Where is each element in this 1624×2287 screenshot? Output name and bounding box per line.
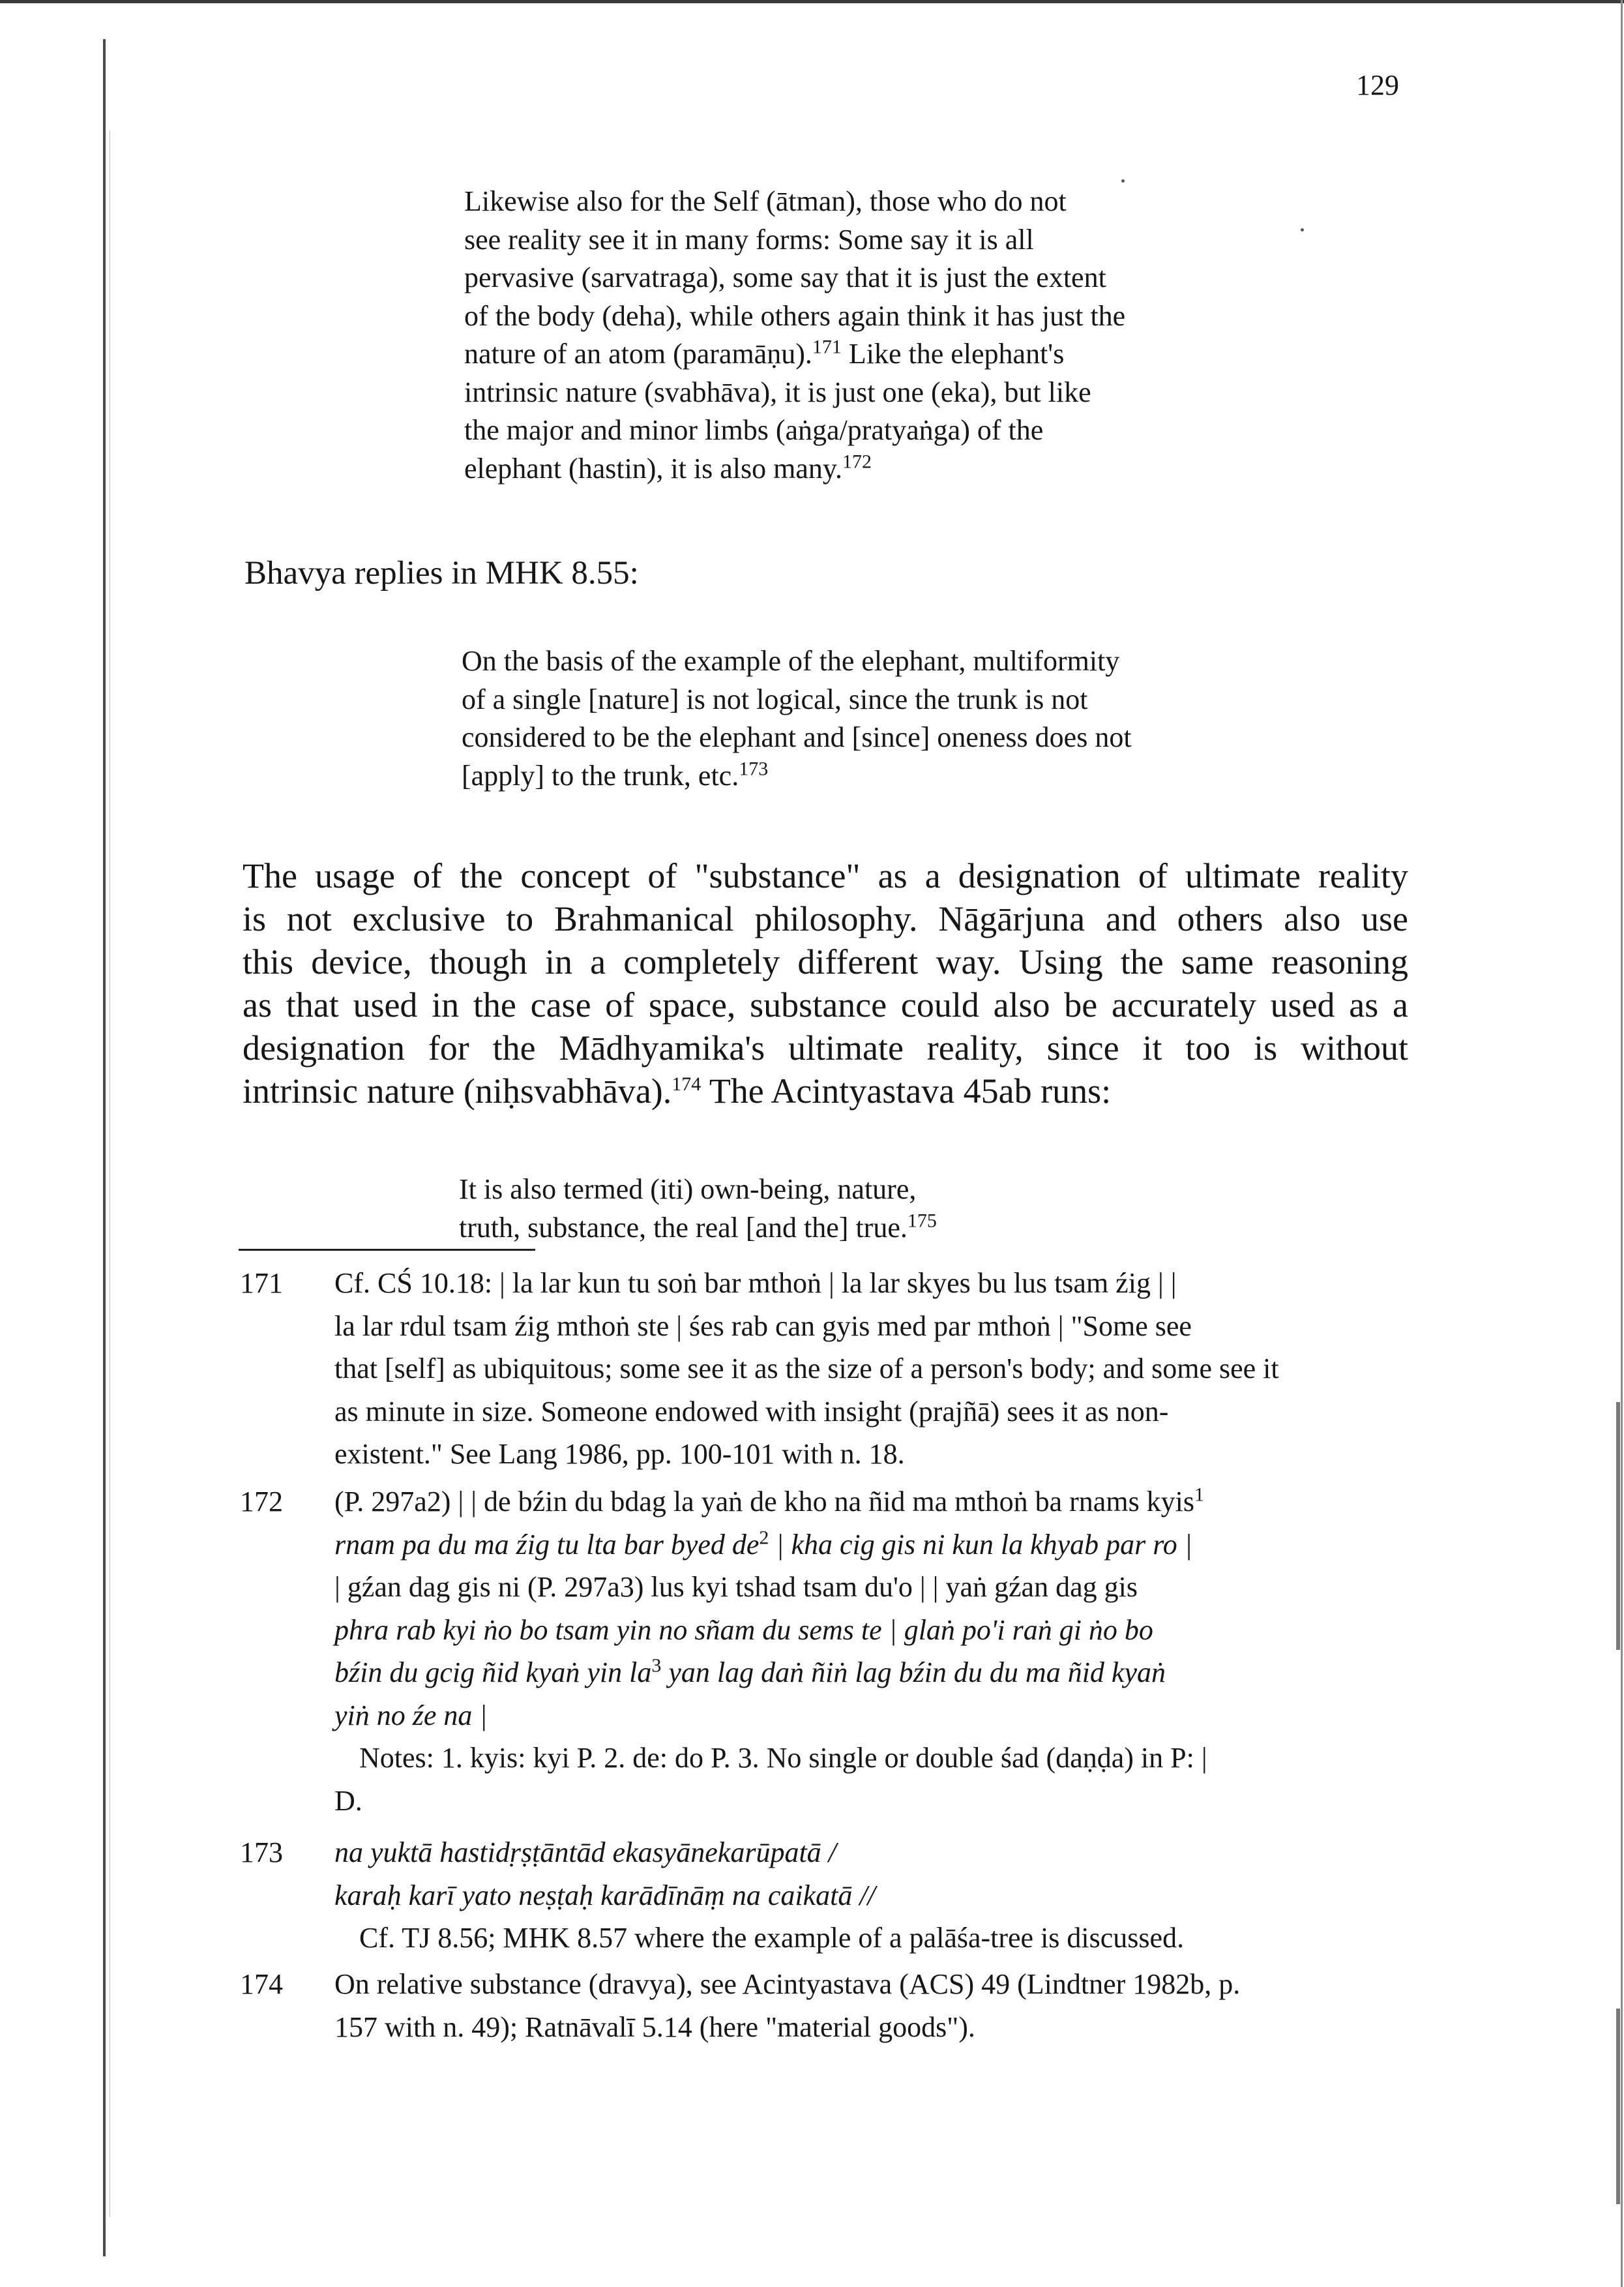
quote-line: of the body (deha), while others again think it has just the [464,299,1126,332]
page-top-edge [0,0,1624,3]
quote-line [464,450,1227,488]
footnote-line: na yuktā hastidṛṣṭāntād ekasyānekarūpatā / [334,1836,836,1868]
body-text: The Acintyastava 45ab runs: [701,1071,1112,1111]
footnote-text [334,1262,1516,1476]
body-line [243,1069,1408,1113]
page-number: 129 [1356,69,1399,101]
footnote-ref-171[interactable]: 171 [812,336,842,358]
intro-line: Bhavya replies in MHK 8.55: [244,555,639,591]
note-marker: 2 [759,1526,769,1548]
quote-line: Likewise also for the Self (ātman), those who do not [464,185,1067,217]
footnote-line: as minute in size. Someone endowed with insight (prajñā) sees it as non- [334,1395,1169,1428]
quote-line: see reality see it in many forms: Some say it is all [464,223,1034,256]
footnote-line: On relative substance (dravya), see Acintyastava (ACS) 49 (Lindtner 1982b, p. [334,1968,1241,2000]
body-line: designation for the Mādhyamika's ultimate reality, since it too is without [243,1028,1408,1068]
quote-line: pervasive (sarvatraga), some say that it is just the extent [464,262,1106,293]
note-marker: 1 [1194,1484,1205,1506]
scan-edge-mark [1616,2009,1620,2204]
footnote-ref-173[interactable]: 173 [739,757,769,779]
quote-text: [apply] to the trunk, etc. [462,759,739,792]
footnote-ref-174[interactable]: 174 [672,1073,701,1095]
footnote-line: 157 with n. 49); Ratnāvalī 5.14 (here "material goods"). [334,2010,975,2043]
quote-line: It is also termed (iti) own-being, nature, [459,1173,917,1205]
quote-text: truth, substance, the real [and the] true. [459,1211,908,1244]
footnote-number: 173 [240,1836,283,1868]
footnote-text [334,1963,1516,2048]
footnote-number: 174 [240,1968,283,2000]
footnote-line [334,1480,1516,1523]
footnote-number: 171 [240,1267,283,1299]
footnote-text-run: yan lag daṅ ñiṅ lag bźin du du ma ñid kyaṅ [661,1656,1166,1688]
footnote-text-run: bźin du gcig ñid kyaṅ yin la [334,1656,652,1688]
note-marker: 3 [651,1654,662,1677]
footnote-ref-172[interactable]: 172 [842,450,872,472]
footnote-text-run: | kha cig gis ni kun la khyab par ro | [769,1528,1192,1561]
footnote-line: yiṅ no źe na | [334,1699,488,1731]
footnote-line [334,1651,1516,1694]
quote-line [459,1209,1176,1248]
footnote-line: Cf. CŚ 10.18: | la lar kun tu soṅ bar mthoṅ | la lar skyes bu lus tsam źig | | [334,1267,1177,1299]
quote-line: of a single [nature] is not logical, since the trunk is not [462,683,1088,715]
footnote-text [334,1480,1516,1822]
body-line: is not exclusive to Brahmanical philosophy. Nāgārjuna and others also use [243,899,1408,938]
body-line: The usage of the concept of "substance" as a designation of ultimate reality [243,856,1408,895]
footnote-line: Cf. TJ 8.56; MHK 8.57 where the example of a palāśa-tree is discussed. [359,1922,1185,1954]
body-paragraph [243,854,1408,1113]
footnote-line: | gźan dag gis ni (P. 297a3) lus kyi tshad tsam du'o | | yaṅ gźan dag gis [334,1571,1138,1603]
block-quote-bhavya [462,642,1224,795]
footnote-number: 172 [240,1486,283,1517]
scan-edge-mark [1616,1402,1620,1650]
quote-line: intrinsic nature (svabhāva), it is just one (eka), but like [464,376,1091,408]
body-line: as that used in the case of space, substance could also be accurately used as a [243,985,1408,1024]
block-quote-atman [464,183,1227,488]
footnote-line: that [self] as ubiquitous; some see it as the size of a person's body; and some see it [334,1353,1279,1384]
quote-text: Like the elephant's [841,338,1065,370]
footnote-ref-175[interactable]: 175 [907,1209,937,1231]
footnote-separator [239,1249,535,1251]
footnote-line: karaḥ karī yato neṣṭaḥ karādīnāṃ na caikatā // [334,1879,876,1911]
footnote-notes-line: Notes: 1. kyis: kyi P. 2. de: do P. 3. No single or double śad (daṇḍa) in P: | [359,1742,1207,1774]
quote-line [462,757,1224,796]
quote-line: the major and minor limbs (aṅga/pratyaṅga) of the [464,414,1044,446]
body-line: this device, though in a completely different way. Using the same reasoning [243,942,1408,981]
footnote-text-run: (P. 297a2) | | de bźin du bdag la yaṅ de kho na ñid ma mthoṅ ba rnams kyis [334,1486,1195,1517]
footnote-line: existent." See Lang 1986, pp. 100-101 with n. 18. [334,1438,905,1470]
footnote-text [334,1831,1516,1960]
scan-speck [1301,228,1304,232]
footnote-line: la lar rdul tsam źig mthoṅ ste | śes rab can gyis med par mthoṅ | "Some see [334,1309,1192,1342]
footnote-notes-line: D. [334,1784,362,1817]
quote-text: elephant (hastin), it is also many. [464,452,843,485]
quote-line: considered to be the elephant and [since] oneness does not [462,721,1132,753]
footnote-line [334,1523,1516,1566]
footnote-line: phra rab kyi ṅo bo tsam yin no sñam du sems te | glaṅ po'i raṅ gi ṅo bo [334,1613,1153,1646]
body-text: intrinsic nature (niḥsvabhāva). [243,1071,672,1111]
block-quote-acintyastava [459,1171,1176,1247]
quote-line: On the basis of the example of the elephant, multiformity [462,645,1120,677]
footnote-text-run: rnam pa du ma źig tu lta bar byed de [334,1528,760,1561]
quote-line [464,335,1227,374]
binding-shadow [103,39,106,2256]
page-right-edge [1621,0,1623,2287]
quote-text: nature of an atom (paramāṇu). [464,338,812,370]
